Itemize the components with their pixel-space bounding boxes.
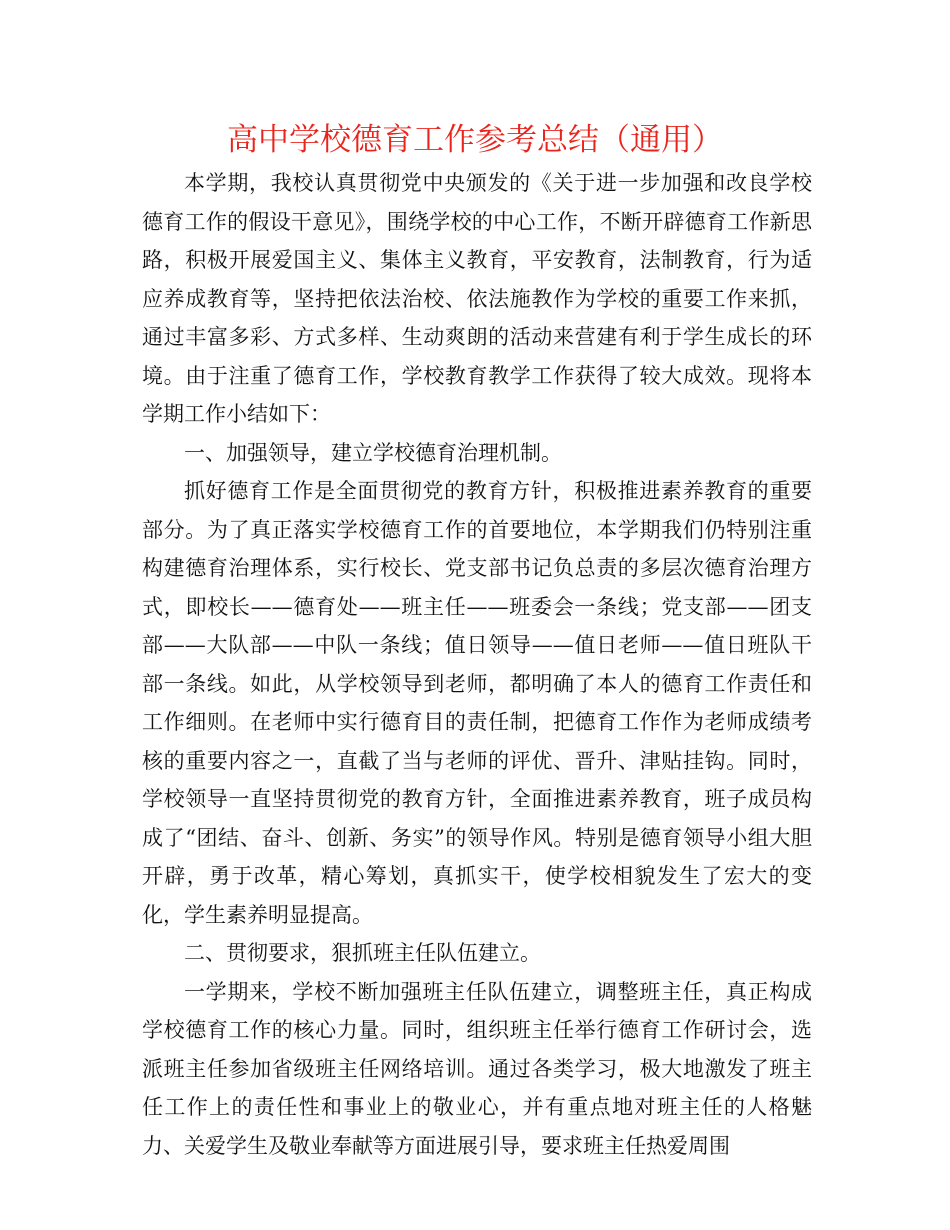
paragraph-section-2: 一学期来，学校不断加强班主任队伍建立，调整班主任，真正构成学校德育工作的核心力量。同时，组织班主任举行德育工作研讨会，选派班主任参加省级班主任网络培训。通过各类学习，极大地激发了班主任工作上的责任性和事业上的敬业心，并有重点地对班主任的人格魅力、关爱学生及敬业奉献等方面进展引导，要求班主任热爱周围 (142, 979, 812, 1158)
document-body (142, 164, 812, 1165)
paragraph-section-1: 抓好德育工作是全面贯彻党的教育方针，积极推进素养教育的重要部分。为了真正落实学校德育工作的首要地位，本学期我们仍特别注重构建德育治理体系，实行校长、党支部书记负总责的多层次德育治理方式，即校长——德育处——班主任——班委会一条线；党支部——团支部——大队部——中队一条线；值日领导——值日老师——值日班队干部一条线。如此，从学校领导到老师，都明确了本人的德育工作责任和工作细则。在老师中实行德育目的责任制，把德育工作作为老师成绩考核的重要内容之一，直截了当与老师的评优、晋升、津贴挂钩。同时，学校领导一直坚持贯彻党的教育方针，全面推进素养教育，班子成员构成了“团结、奋斗、创新、务实”的领导作风。特别是德育领导小组大胆开辟，勇于改革，精心筹划，真抓实干，使学校相貌发生了宏大的变化，学生素养明显提高。 (142, 479, 812, 927)
section-heading-1: 一、加强领导，建立学校德育治理机制。 (184, 440, 562, 465)
paragraph-intro: 本学期，我校认真贯彻党中央颁发的《关于进一步加强和改良学校德育工作的假设干意见》，围绕学校的中心工作，不断开辟德育工作新思路，积极开展爱国主义、集体主义教育，平安教育，法制教育，行为适应养成教育等，坚持把依法治校、依法施教作为学校的重要工作来抓，通过丰富多彩、方式多样、生动爽朗的活动来营建有利于学生成长的环境。由于注重了德育工作，学校教育教学工作获得了较大成效。现将本学期工作小结如下： (142, 171, 812, 426)
section-heading-2: 二、贯彻要求，狠抓班主任队伍建立。 (184, 941, 541, 965)
document-title: 高中学校德育工作参考总结（通用） (227, 122, 723, 158)
